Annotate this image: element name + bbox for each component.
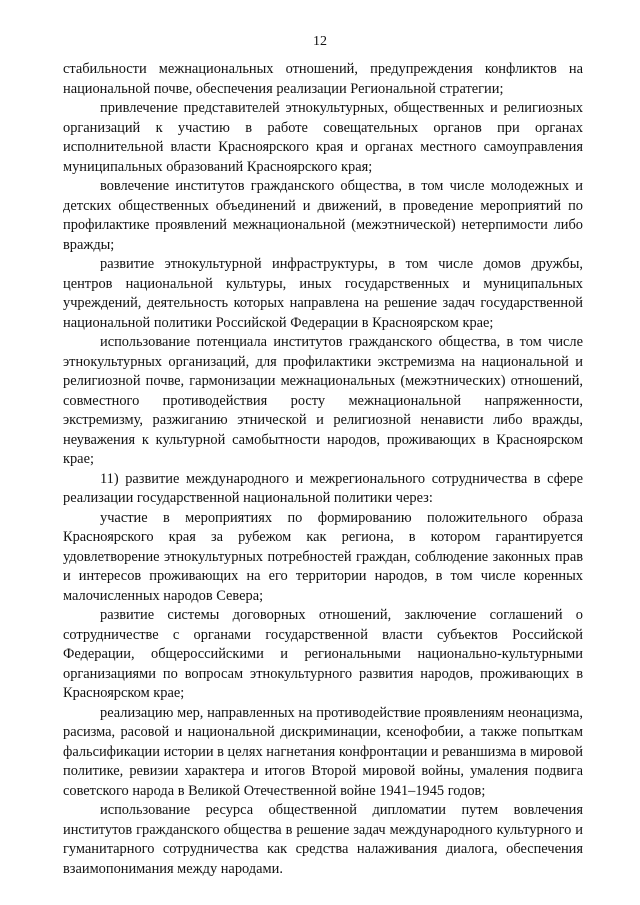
paragraph: реализацию мер, направленных на противодействие проявлениям неонацизма, расизма, расовой и национальной дискриминации, ксенофобии, а также попыткам фальсификации истории в целях нагнетания конфронтации и реваншизма в мировой политике, ревизии характера и итогов Второй мировой войны, умаления подвига советского народа в Великой Отечественной войне 1941–1945 годов;	[63, 704, 583, 799]
paragraph: развитие этнокультурной инфраструктуры, в том числе домов дружбы, центров национальной культуры, иных государственных и муниципальных учреждений, деятельность которых направлена на решение задач государственной национальной политики Российской Федерации в Красноярском крае;	[63, 256, 583, 331]
paragraph: использование потенциала институтов гражданского общества, в том числе этнокультурных организаций, для профилактики экстремизма на национальной и религиозной почве, гармонизации межнациональных (межэтнических) отношений, совместного противодействия росту межнациональной напряженности, экстремизму, разжиганию этнической и религиозной ненависти либо вражды, неуважения к культурной самобытности народов, проживающих в Красноярском крае;	[63, 334, 583, 467]
paragraph: участие в мероприятиях по формированию положительного образа Красноярского края за рубежом как региона, в котором гарантируется удовлетворение этнокультурных потребностей граждан, соблюдение законных прав и интересов проживающих на его территории народов, в том числе коренных малочисленных народов Севера;	[63, 509, 583, 604]
paragraph: использование ресурса общественной дипломатии путем вовлечения институтов гражданского общества в решение задач международного культурного и гуманитарного сотрудничества как средства налаживания диалога, обеспечения взаимопонимания между народами.	[63, 802, 583, 877]
paragraph-continuation: стабильности межнациональных отношений, предупреждения конфликтов на национальной почве, обеспечения реализации Региональной стратегии;	[63, 61, 583, 97]
paragraph: развитие системы договорных отношений, заключение соглашений о сотрудничестве с органами государственной власти субъектов Российской Федерации, общероссийскими и региональными национально-культурными организациями по вопросам этнокультурного развития народов, проживающих в Красноярском крае;	[63, 607, 583, 701]
paragraph-numbered-item: 11) развитие международного и межрегионального сотрудничества в сфере реализации государственной национальной политики через:	[63, 470, 583, 506]
document-body	[63, 60, 583, 879]
paragraph: вовлечение институтов гражданского общества, в том числе молодежных и детских общественных объединений и движений, в проведение мероприятий по профилактике проявлений межнациональной (межэтнической) нетерпимости либо вражды;	[63, 178, 583, 253]
page-number: 12	[313, 34, 327, 49]
paragraph: привлечение представителей этнокультурных, общественных и религиозных организаций к участию в работе совещательных органов при органах исполнительной власти Красноярского края и органах местного самоуправления муниципальных образований Красноярского края;	[63, 100, 583, 175]
